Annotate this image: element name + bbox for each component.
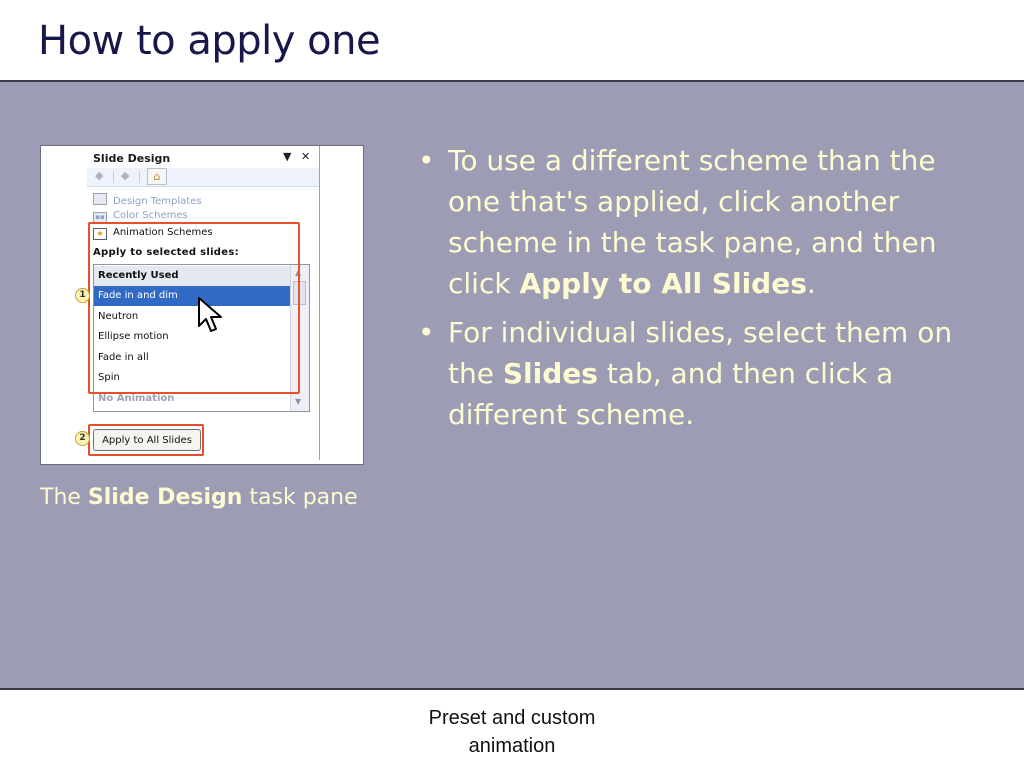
bullet-text: . [806, 267, 816, 300]
bullet-text: tab, and then click a different scheme. [448, 357, 894, 431]
highlight-box-step-1 [88, 222, 300, 394]
task-pane-nav [87, 168, 319, 187]
list-group-header: Recently Used [94, 266, 290, 286]
bullet-bold: Slides [502, 357, 598, 390]
list-item-neutron[interactable]: Neutron [98, 311, 139, 322]
scroll-up-icon[interactable]: ▲ [295, 268, 302, 277]
list-item-no-animation[interactable]: No Animation [98, 393, 175, 404]
bullet-text: For individual slides, select them on the [448, 316, 953, 390]
back-arrow-icon[interactable]: ◆ [95, 169, 104, 182]
caption-bold: Slide Design [87, 485, 243, 510]
task-pane-screenshot [40, 145, 364, 465]
task-label: Animation Schemes [113, 227, 213, 238]
color-schemes-icon: ▪▪ [93, 212, 107, 224]
bullet-item [412, 312, 972, 435]
nav-separator [139, 171, 140, 183]
dropdown-arrow-icon[interactable]: ▼ [283, 150, 292, 163]
slide-footer: Preset and custom animation [428, 707, 596, 757]
task-label: Color Schemes [113, 210, 188, 221]
task-design-templates[interactable] [93, 193, 202, 207]
bullet-list [412, 140, 972, 435]
close-icon[interactable]: ✕ [301, 150, 311, 163]
bullet-bold: Apply to All Slides [519, 267, 807, 300]
mouse-pointer-icon [197, 296, 223, 334]
list-item-fade-in-and-dim[interactable]: Fade in and dim [94, 286, 290, 306]
bullet-text: To use a different scheme than the one that's applied, click another scheme in the task pane, and then click [448, 144, 937, 300]
list-item-spin[interactable]: Spin [98, 372, 120, 383]
callout-step-1: 1 [75, 288, 90, 303]
home-icon[interactable]: ⌂ [147, 168, 167, 185]
forward-arrow-icon[interactable]: ◆ [121, 169, 130, 182]
nav-separator [113, 171, 114, 183]
screenshot-caption [40, 480, 360, 515]
bullet-item [412, 140, 972, 304]
design-templates-icon [93, 193, 107, 205]
scroll-down-icon[interactable]: ▼ [295, 397, 302, 406]
caption-prefix: The [40, 485, 88, 510]
task-pane-title: Slide Design [93, 152, 171, 165]
caption-suffix: task pane [242, 485, 358, 510]
apply-to-all-slides-button[interactable]: Apply to All Slides [93, 429, 201, 451]
slide-title: How to apply one [38, 18, 381, 64]
highlight-box-step-2 [88, 424, 204, 456]
callout-step-2: 2 [75, 431, 90, 446]
list-item-ellipse-motion[interactable]: Ellipse motion [98, 331, 169, 342]
animation-schemes-icon: ★ [93, 228, 107, 240]
list-item-fade-in-all[interactable]: Fade in all [98, 352, 149, 363]
apply-to-selected-label: Apply to selected slides: [93, 247, 239, 258]
task-label: Design Templates [113, 196, 202, 207]
